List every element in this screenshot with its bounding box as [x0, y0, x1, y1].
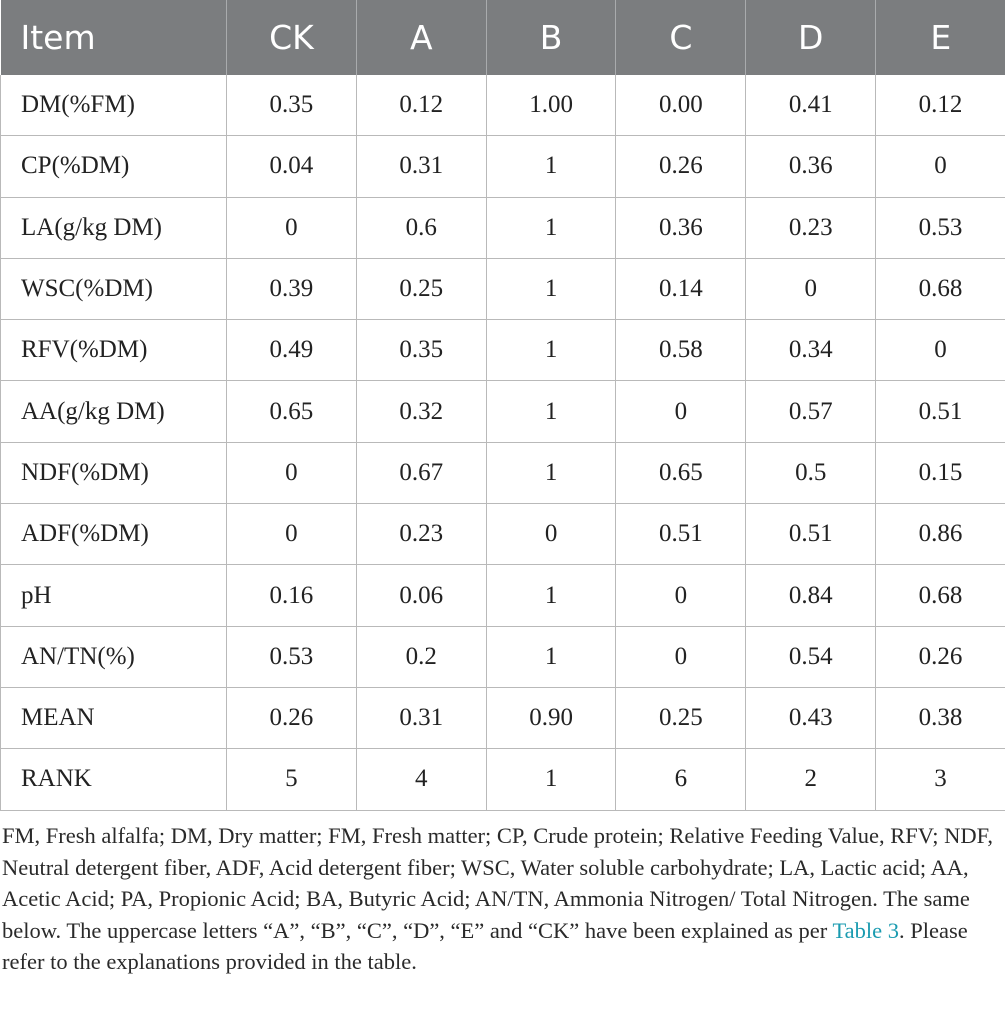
table-cell: 0.36: [616, 197, 746, 258]
table-cell: 0.14: [616, 258, 746, 319]
table-cell: 0.65: [616, 442, 746, 503]
table-cell: 0.38: [876, 687, 1005, 748]
table-cell: 0.04: [227, 136, 357, 197]
row-label: RANK: [1, 749, 227, 810]
table-cell: 3: [876, 749, 1005, 810]
column-header-item: Item: [1, 0, 227, 75]
table-cell: 0.16: [227, 565, 357, 626]
table-row: [1, 687, 1005, 748]
table-row: [1, 565, 1005, 626]
table-cell: 0: [227, 504, 357, 565]
row-label: AN/TN(%): [1, 626, 227, 687]
table-cell: 4: [356, 749, 486, 810]
table-cell: 0.5: [746, 442, 876, 503]
table-cell: 0.25: [356, 258, 486, 319]
table-cell: 1: [486, 626, 616, 687]
table-cell: 0.12: [356, 75, 486, 136]
row-label: NDF(%DM): [1, 442, 227, 503]
table-cell: 0.23: [746, 197, 876, 258]
table-cell: 0: [746, 258, 876, 319]
table-cell: 0.65: [227, 381, 357, 442]
table-cell: 0.68: [876, 258, 1005, 319]
table-cell: 6: [616, 749, 746, 810]
table-cell: 0.2: [356, 626, 486, 687]
table-cell: 1: [486, 442, 616, 503]
table-cell: 0.31: [356, 687, 486, 748]
column-header-a: A: [356, 0, 486, 75]
column-header-c: C: [616, 0, 746, 75]
table-cell: 0.54: [746, 626, 876, 687]
table-cell: 0.51: [746, 504, 876, 565]
table-cell: 0: [227, 197, 357, 258]
column-header-d: D: [746, 0, 876, 75]
row-label: MEAN: [1, 687, 227, 748]
table-cell: 0.26: [876, 626, 1005, 687]
table-cell: 0.84: [746, 565, 876, 626]
table-cell: 0.34: [746, 320, 876, 381]
column-header-b: B: [486, 0, 616, 75]
table-cell: 1: [486, 320, 616, 381]
table-header-row: [1, 0, 1005, 75]
table-cell: 0: [616, 626, 746, 687]
row-label: RFV(%DM): [1, 320, 227, 381]
table-row: [1, 504, 1005, 565]
row-label: AA(g/kg DM): [1, 381, 227, 442]
table-footnote: [2, 820, 1002, 978]
footnote-text: FM, Fresh alfalfa; DM, Dry matter; FM, Fresh matter; CP, Crude protein; Relative Feeding Value, RFV; NDF, Neutral detergent fiber, ADF, Acid detergent fiber; WSC, Water soluble carbohydrate; LA, Lactic acid; AA, Acetic Acid; PA, Propionic Acid; BA, Butyric Acid; AN/TN, Ammonia Nitrogen/ Total Nitrogen. The same below. The uppercase letters “A”, “B”, “C”, “D”, “E” and “CK” have been explained as per: [2, 823, 994, 943]
table-row: [1, 136, 1005, 197]
table-cell: 0.68: [876, 565, 1005, 626]
table-cell: 0.67: [356, 442, 486, 503]
table-cell: 0: [616, 381, 746, 442]
table-3-link[interactable]: Table 3: [832, 917, 899, 943]
table-cell: 0.32: [356, 381, 486, 442]
row-label: WSC(%DM): [1, 258, 227, 319]
table-row: [1, 75, 1005, 136]
table-row: [1, 626, 1005, 687]
table-cell: 0.25: [616, 687, 746, 748]
table-cell: 0.23: [356, 504, 486, 565]
table-cell: 0.00: [616, 75, 746, 136]
table-body: [1, 75, 1005, 810]
table-cell: 1: [486, 197, 616, 258]
table-cell: 0.35: [356, 320, 486, 381]
table-row: [1, 197, 1005, 258]
table-cell: 0.35: [227, 75, 357, 136]
table-cell: 0.86: [876, 504, 1005, 565]
table-cell: 0.6: [356, 197, 486, 258]
table-row: [1, 749, 1005, 810]
column-header-e: E: [876, 0, 1005, 75]
table-cell: 1: [486, 258, 616, 319]
table-cell: 5: [227, 749, 357, 810]
row-label: CP(%DM): [1, 136, 227, 197]
table-cell: 0: [876, 136, 1005, 197]
table-cell: 0.41: [746, 75, 876, 136]
table-cell: 1: [486, 749, 616, 810]
table-cell: 1: [486, 565, 616, 626]
row-label: DM(%FM): [1, 75, 227, 136]
table-row: [1, 381, 1005, 442]
table-cell: 0: [486, 504, 616, 565]
table-row: [1, 258, 1005, 319]
table-row: [1, 442, 1005, 503]
table-cell: 0.57: [746, 381, 876, 442]
table-cell: 1: [486, 381, 616, 442]
table-cell: 0.58: [616, 320, 746, 381]
table-cell: 0.53: [227, 626, 357, 687]
table-cell: 0.51: [616, 504, 746, 565]
table-cell: 1: [486, 136, 616, 197]
table-cell: 0.39: [227, 258, 357, 319]
table-cell: 0.15: [876, 442, 1005, 503]
row-label: pH: [1, 565, 227, 626]
table-cell: 0.26: [616, 136, 746, 197]
table-cell: 0.90: [486, 687, 616, 748]
row-label: LA(g/kg DM): [1, 197, 227, 258]
column-header-ck: CK: [227, 0, 357, 75]
row-label: ADF(%DM): [1, 504, 227, 565]
table-cell: 0.51: [876, 381, 1005, 442]
table-cell: 2: [746, 749, 876, 810]
table-cell: 0.43: [746, 687, 876, 748]
footnote-text-end: . Please refer to the explanations provided in the table.: [2, 917, 968, 974]
table-cell: 0.12: [876, 75, 1005, 136]
table-cell: 0.26: [227, 687, 357, 748]
table-cell: 0.53: [876, 197, 1005, 258]
table-cell: 0.36: [746, 136, 876, 197]
table-cell: 1.00: [486, 75, 616, 136]
table-cell: 0: [876, 320, 1005, 381]
table-row: [1, 320, 1005, 381]
table-cell: 0.06: [356, 565, 486, 626]
table-cell: 0: [616, 565, 746, 626]
table-cell: 0: [227, 442, 357, 503]
table-cell: 0.31: [356, 136, 486, 197]
table-cell: 0.49: [227, 320, 357, 381]
